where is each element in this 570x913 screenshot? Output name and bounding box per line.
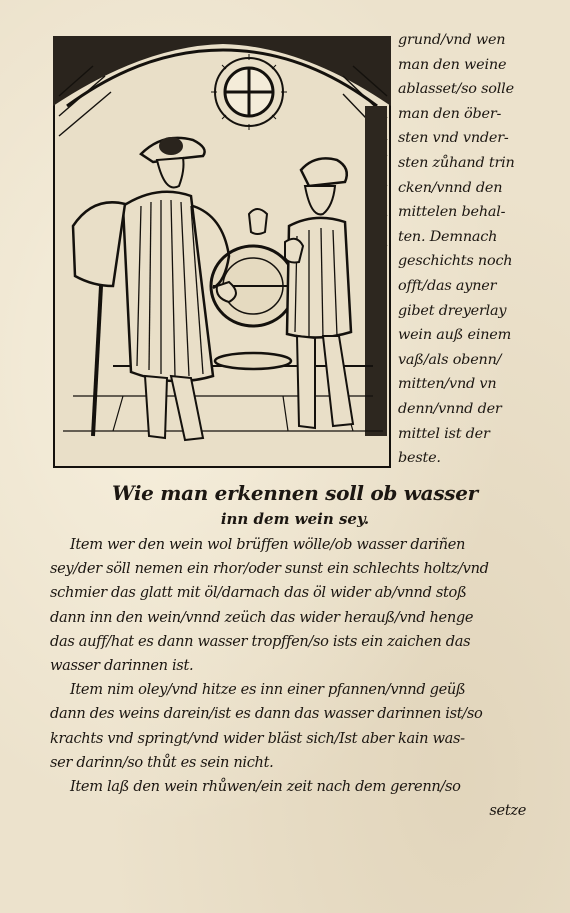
body-line: krachts vnd springt/vnd wider bläst sich/Ist aber kain was- xyxy=(50,729,465,747)
side-line: sten vnd vnder- xyxy=(398,130,509,147)
side-line: denn/vnnd der xyxy=(398,400,502,417)
section-heading xyxy=(60,480,530,530)
side-line: sten zůhand trin xyxy=(398,154,515,171)
side-text-column xyxy=(398,28,538,471)
body-line: Item nim oley/vnd hitze es inn einer pfannen/vnnd geüß xyxy=(70,681,466,699)
body-text xyxy=(50,533,540,823)
side-line: man den weine xyxy=(398,56,507,73)
side-line: geschichts noch xyxy=(398,253,513,270)
heading-title: Wie man erkennen soll ob wasser xyxy=(112,481,478,505)
body-line: Item laß den wein rhůwen/ein zeit nach dem gerenn/so xyxy=(70,778,461,796)
side-line: vaß/als obenn/ xyxy=(398,351,502,368)
side-line: man den öber- xyxy=(398,105,502,122)
body-line: dann inn den wein/vnnd zeüch das wider herauß/vnd henge xyxy=(50,608,474,626)
body-line: schmier das glatt mit öl/darnach das öl wider ab/vnnd stoß xyxy=(50,584,467,602)
side-line: cken/vnnd den xyxy=(398,179,503,196)
catchword: setze xyxy=(489,802,526,820)
body-line: dann des weins darein/ist es dann das wasser darinnen ist/so xyxy=(50,705,483,723)
woodcut-illustration xyxy=(53,36,391,468)
side-line: offt/das ayner xyxy=(398,277,497,294)
side-line: ablasset/so solle xyxy=(398,81,514,98)
side-line: mitten/vnd vn xyxy=(398,376,497,393)
body-line: das auff/hat es dann wasser tropffen/so ists ein zaichen das xyxy=(50,632,471,650)
body-line: wasser darinnen ist. xyxy=(50,657,194,675)
body-line: ser darinn/so thůt es sein nicht. xyxy=(50,753,274,771)
heading-subtitle: inn dem wein sey. xyxy=(220,510,370,528)
side-line: ten. Demnach xyxy=(398,228,498,245)
side-line: gibet dreyerlay xyxy=(398,302,507,319)
side-line: beste. xyxy=(398,450,441,467)
side-line: wein auß einem xyxy=(398,327,512,344)
side-line: mittel ist der xyxy=(398,425,490,442)
side-line: mittelen behal- xyxy=(398,204,506,221)
side-line: grund/vnd wen xyxy=(398,32,506,48)
body-line: sey/der söll nemen ein rhor/oder sunst ein schlechts holtz/vnd xyxy=(50,560,489,578)
body-line: Item wer den wein wol brüffen wölle/ob wasser dariñen xyxy=(70,536,466,553)
